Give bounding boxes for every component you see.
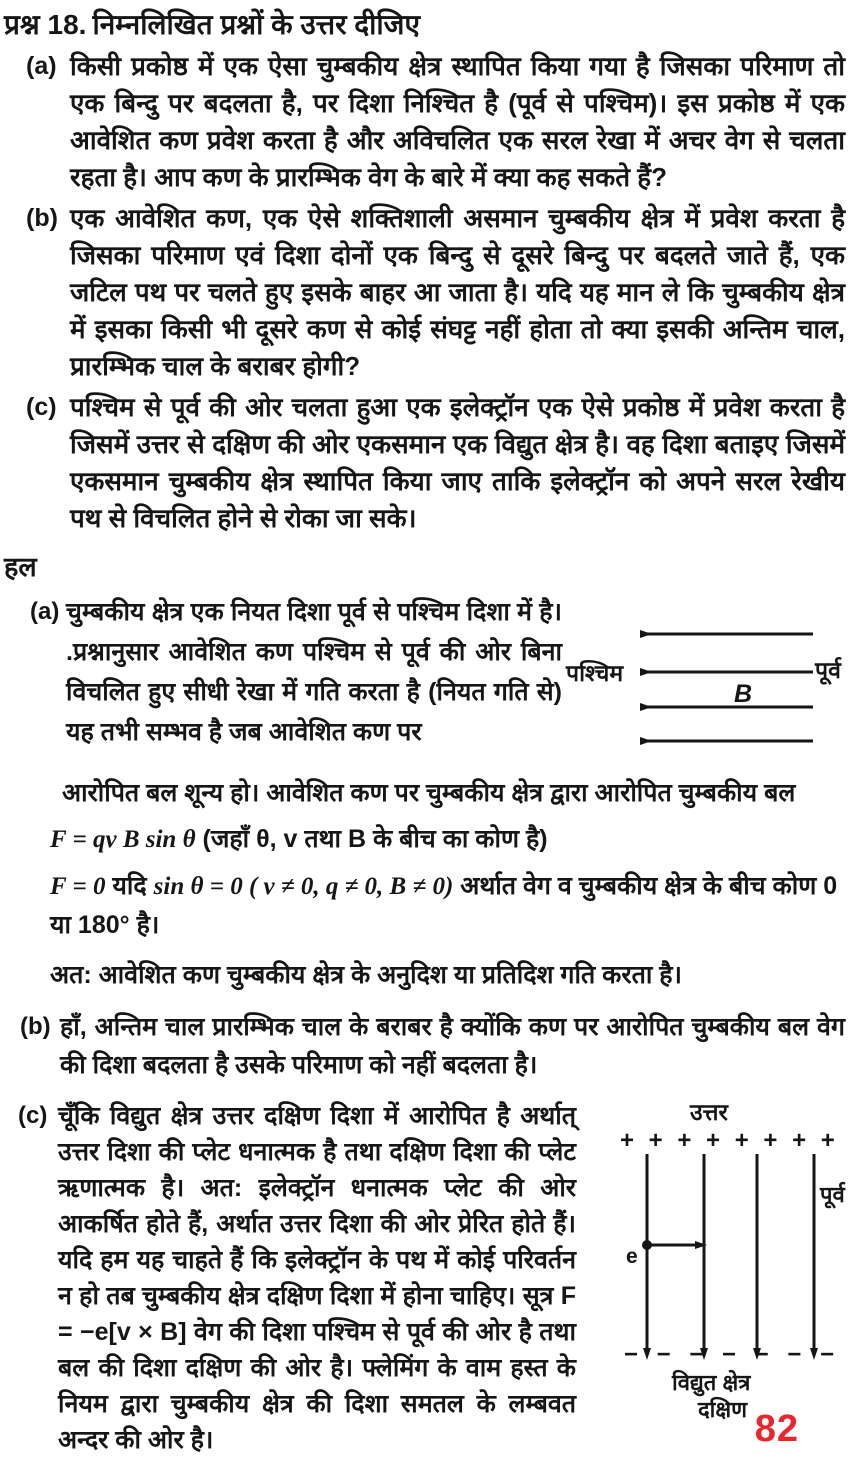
- part-label: (c): [18, 1102, 48, 1129]
- part-text: पश्चिम से पूर्व की ओर चलता हुआ एक इलेक्ट्रॉन एक ऐसे प्रकोष्ठ में प्रवेश करता है जिसमें उत्तर से दक्षिण की ओर एकसमान एक विद्युत क्षेत्र है। वह दिशा बताइए जिसमें एकसमान चुम्बकीय क्षेत्र स्थापित किया जाए ताकि इलेक्ट्रॉन को अपने सरल रेखीय पथ से विचलित होने से रोका जा सके।: [70, 392, 845, 533]
- south-label: दक्षिण: [698, 1397, 748, 1422]
- minus-plate-row: − − − − − − −: [624, 1341, 841, 1368]
- west-label: पश्चिम: [566, 660, 624, 686]
- east-label: पूर्व: [820, 1182, 845, 1207]
- page-number: 82: [754, 1408, 799, 1450]
- solution-c-text-before: चूँकि विद्युत क्षेत्र उत्तर दक्षिण दिशा में आरोपित है अर्थात् उत्तर दिशा की प्लेट धनात्मक है तथा दक्षिण दिशा की प्लेट ऋणात्मक है। अत: इलेक्ट्रॉन धनात्मक प्लेट की ओर आकर्षित होते हैं, अर्थात उत्तर दिशा की ओर प्रेरित होते हैं। यदि हम यह चाहते हैं कि इलेक्ट्रॉन के पथ में कोई परिवर्तन न हो तब चुम्बकीय क्षेत्र दक्षिण दिशा में होना चाहिए। सूत्र: [58, 1102, 576, 1310]
- part-text: एक आवेशित कण, एक ऐसे शक्तिशाली असमान चुम्बकीय क्षेत्र में प्रवेश करता है जिसका परिमाण एवं दिशा दोनों एक बिन्दु से दूसरे बिन्दु पर बदलते जाते हैं, एक जटिल पथ पर चलते हुए इसके बाहर आ जाता है। यदि यह मान ले कि चुम्बकीय क्षेत्र में इसका किसी भी दूसरे कण से कोई संघट्ट नहीं होता तो क्या इसकी अन्तिम चाल, प्रारम्भिक चाल के बराबर होगी?: [70, 203, 845, 381]
- part-label: (b): [26, 204, 58, 232]
- part-text: किसी प्रकोष्ठ में एक ऐसा चुम्बकीय क्षेत्र स्थापित किया गया है जिसका परिमाण तो एक बिन्दु पर बदलता है, पर दिशा निश्चित है (पूर्व से पश्चिम)। इस प्रकोष्ठ में एक आवेशित कण प्रवेश करता है और अविचलित एक सरल रेखा में अचर वेग से चलता रहता है। आप कण के प्रारम्भिक वेग के बारे में क्या कह सकते हैं?: [70, 51, 845, 192]
- solution-part-b: [4, 1008, 845, 1084]
- solution-c-text-block: [4, 1098, 576, 1458]
- north-label: उत्तर: [690, 1100, 728, 1125]
- solution-a-conclusion: अत: आवेशित कण चुम्बकीय क्षेत्र के अनुदिश या प्रतिदिश गति करता है।: [50, 961, 683, 989]
- part-label: (a): [26, 52, 57, 80]
- formula-2-math-b: sin θ = 0 ( v ≠ 0, q ≠ 0, B ≠ 0): [153, 873, 454, 900]
- electric-field-diagram: [602, 1100, 851, 1422]
- electric-field-label: विद्युत क्षेत्र: [672, 1370, 751, 1395]
- part-text: [58, 1098, 576, 1458]
- solution-a-text-block: [4, 592, 562, 752]
- formula-2-word: यदि: [112, 872, 147, 900]
- formula-2-tail: अर्थात वेग व चुम्बकीय क्षेत्र के बीच कोण 0 या 180° है।: [50, 872, 838, 939]
- field-b-label: B: [734, 680, 753, 708]
- formula-1-math: F = qv B sin θ: [50, 826, 196, 853]
- formula-1-note: (जहाँ θ, v तथा B के बीच का कोण है): [202, 825, 548, 853]
- question-part-c: [4, 389, 845, 537]
- formula-1: [4, 820, 845, 859]
- magnetic-field-diagram: [562, 604, 849, 772]
- solution-heading: हल: [4, 552, 37, 582]
- formula-2: [4, 867, 845, 944]
- plus-plate-row: + + + + + + + +: [620, 1127, 839, 1154]
- solution-a-wide-text: आरोपित बल शून्य हो। आवेशित कण पर चुम्बकीय क्षेत्र द्वारा आरोपित चुम्बकीय बल: [62, 779, 796, 807]
- question-part-b: [4, 200, 845, 385]
- solution-part-a: [4, 592, 845, 772]
- solution-c-text-after: वेग की दिशा पश्चिम से पूर्व की ओर है तथा बल की दिशा दक्षिण की ओर है। फ्लेमिंग के वाम हस्त के नियम द्वारा चुम्बकीय क्षेत्र की दिशा समतल के लम्बवत अन्दर की ओर है।: [58, 1318, 576, 1454]
- electron-label: e: [626, 1245, 638, 1268]
- east-label: पूर्व: [815, 657, 841, 683]
- part-text: हाँ, अन्तिम चाल प्रारम्भिक चाल के बराबर है क्योंकि कण पर आरोपित चुम्बकीय बल वेग की दिशा बदलता है उसके परिमाण को नहीं बदलता है।: [60, 1013, 845, 1079]
- question-number-label: प्रश्न 18.: [4, 9, 87, 40]
- solution-c-math: F = −e[v × B]: [58, 1282, 576, 1346]
- question-title: निम्नलिखित प्रश्नों के उत्तर दीजिए: [92, 9, 420, 40]
- question-part-a: [4, 48, 845, 196]
- part-label: (b): [20, 1013, 51, 1040]
- part-label: (c): [26, 393, 57, 421]
- part-label: (a): [30, 598, 60, 625]
- formula-2-math-a: F = 0: [50, 873, 106, 900]
- question-heading: [4, 6, 845, 44]
- part-text: चुम्बकीय क्षेत्र एक नियत दिशा पूर्व से पश्चिम दिशा में है। .प्रश्नानुसार आवेशित कण पश्चिम से पूर्व की ओर बिना विचलित हुए सीधी रेखा में गति करता है (नियत गति से) यह तभी सम्भव है जब आवेशित कण पर: [66, 598, 562, 746]
- solution-part-c: [4, 1098, 845, 1458]
